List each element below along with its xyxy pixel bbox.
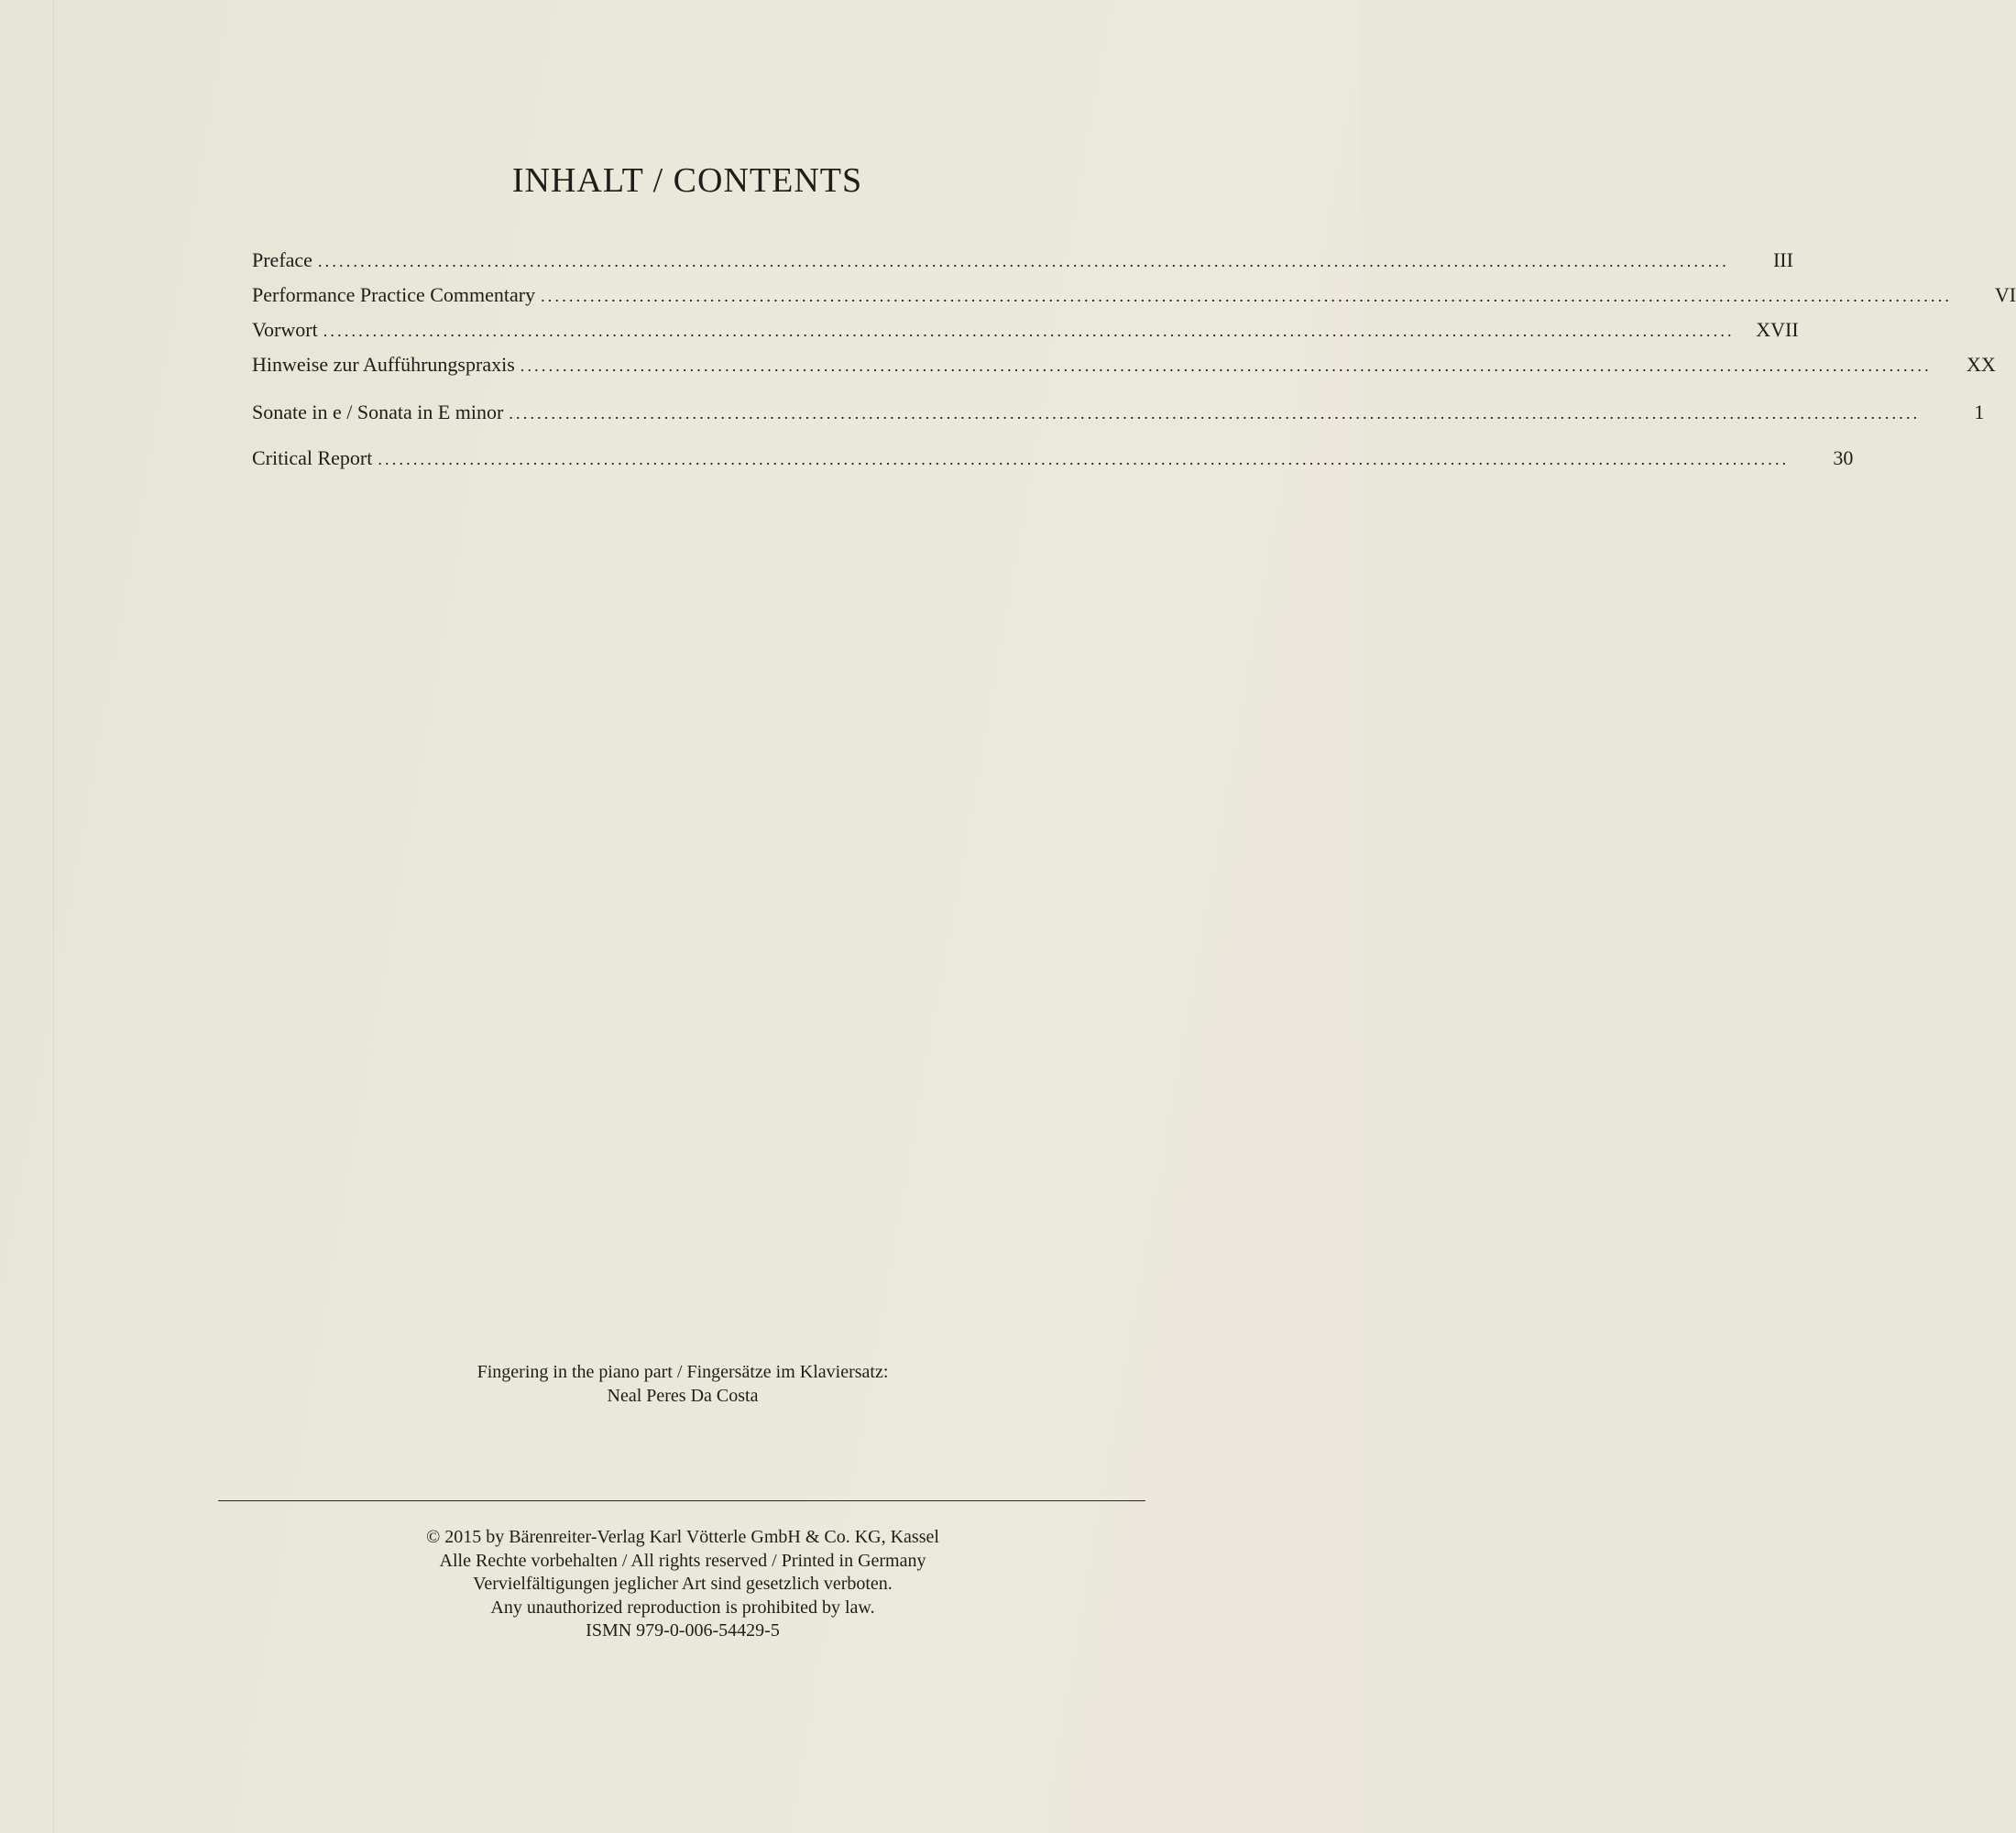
ismn-line: ISMN 979-0-006-54429-5 (586, 1620, 780, 1641)
credits-name: Neal Peres Da Costa (607, 1386, 759, 1406)
toc-label: Vorwort (252, 318, 318, 341)
reproduction-line-en: Any unauthorized reproduction is prohibited by law. (490, 1597, 875, 1618)
dot-leader: ........................................................................................................................................................................................................ (541, 287, 1953, 305)
dot-leader: ........................................................................................................................................................................................................ (509, 404, 1921, 423)
toc-page-number: 1 (1974, 401, 1985, 423)
toc-page-number: VI (1994, 283, 2016, 306)
dot-leader: ........................................................................................................................................................................................................ (378, 450, 1790, 468)
fingering-credits (0, 1360, 1365, 1408)
toc-label: Critical Report (252, 446, 373, 469)
toc-page-number: XX (1966, 353, 1996, 376)
toc-label: Sonate in e / Sonata in E minor (252, 401, 504, 423)
toc-label: Preface (252, 248, 312, 271)
reproduction-line-de: Vervielfältigungen jeglicher Art sind gesetzlich verboten. (473, 1574, 893, 1594)
dot-leader: ........................................................................................................................................................................................................ (520, 357, 1932, 375)
toc-label: Performance Practice Commentary (252, 283, 536, 306)
toc-page-number: XVII (1756, 318, 1799, 341)
page-title: INHALT / CONTENTS (511, 161, 863, 200)
dot-leader: ........................................................................................................................................................................................................ (323, 322, 1735, 340)
rights-line: Alle Rechte vorbehalten / All rights reserved / Printed in Germany (439, 1550, 926, 1571)
toc-entry-vorwort[interactable] (252, 315, 1799, 345)
toc-label: Hinweise zur Aufführungspraxis (252, 353, 515, 376)
dot-leader: ........................................................................................................................................................................................................ (317, 252, 1729, 270)
toc-page-number: 30 (1833, 446, 1854, 469)
divider-rule (218, 1500, 1145, 1501)
credits-line: Fingering in the piano part / Fingersätze im Klaviersatz: (477, 1362, 889, 1382)
toc-page-number: III (1772, 248, 1793, 271)
copyright-line: © 2015 by Bärenreiter-Verlag Karl Vötterle GmbH & Co. KG, Kassel (426, 1527, 939, 1547)
toc-entry-sonata[interactable] (252, 398, 1985, 427)
toc-entry-critical-report[interactable] (252, 444, 1854, 473)
toc-entry-preface[interactable] (252, 246, 1793, 275)
toc-entry-performance-practice-commentary[interactable] (252, 280, 2016, 310)
toc-entry-hinweise[interactable] (252, 350, 1996, 379)
copyright-block (0, 1526, 1365, 1643)
